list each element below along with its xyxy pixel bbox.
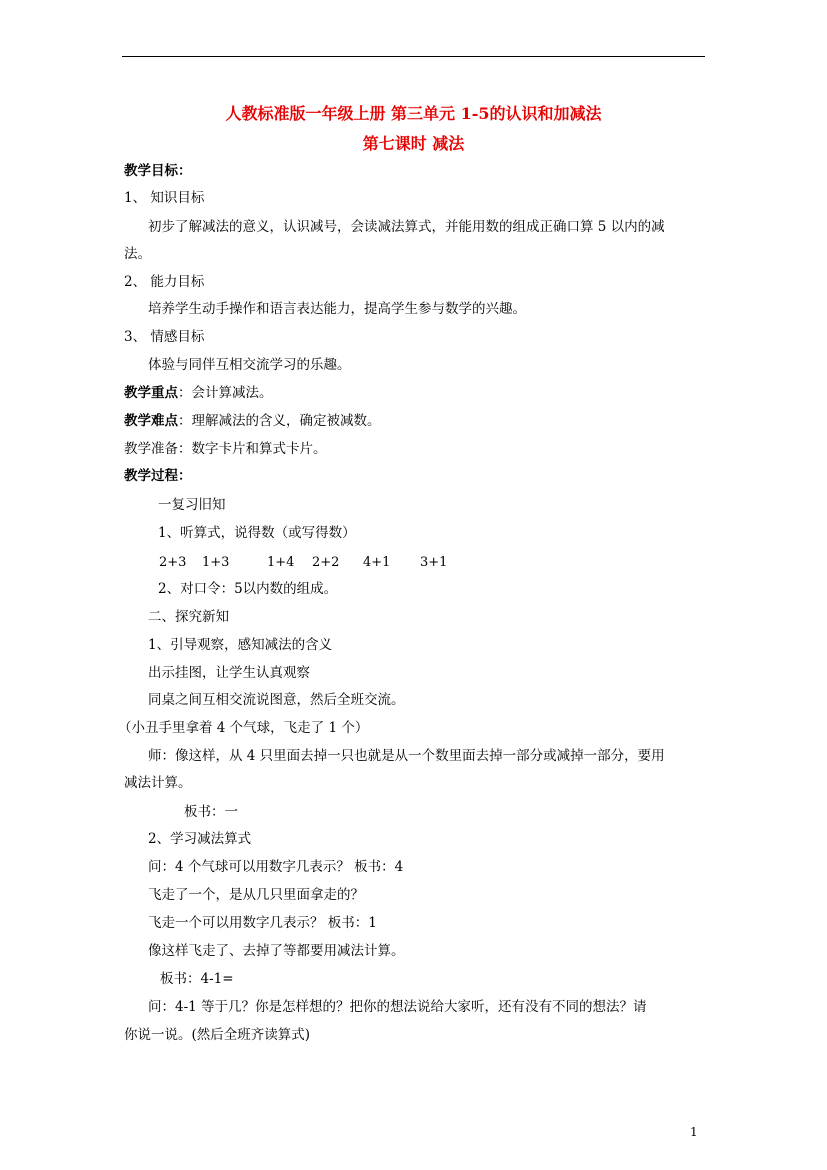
objective-3-title: 3、 情感目标 [124,329,205,345]
question-4: 像这样飞走了、去掉了等都要用减法计算。 [148,943,405,959]
teacher-text: 师：像这样，从 4 只里面去掉一只也就是从一个数里面去掉一部分或减掉一部分，要用 [148,748,665,764]
section-1-title: 一复习旧知 [158,497,226,513]
key-point [124,383,273,403]
key-point-label: 教学重点 [124,385,178,401]
discuss: 同桌之间互相交流说图意，然后全班交流。 [148,692,405,708]
difficulty-text: ：理解减法的含义，确定被减数。 [178,413,381,429]
objective-1-text-cont: 法。 [124,246,151,262]
page-number: 1 [690,1125,698,1139]
board-minus: 板书：一 [184,804,238,820]
expression: 1+3 [202,555,230,570]
question-1: 问：4 个气球可以用数字几表示？ 板书：4 [148,859,404,875]
document-title: 人教标准版一年级上册 第三单元 1-5的认识和加减法 [225,104,602,123]
section-1-item-1: 1、听算式，说得数（或写得数） [158,525,356,541]
objective-2-text: 培养学生动手操作和语言表达能力，提高学生参与数学的兴趣。 [148,301,526,317]
expression: 4+1 [363,555,391,570]
difficulty-label: 教学难点 [124,413,178,429]
question-5: 问：4-1 等于几？你是怎样想的？把你的想法说给大家听，还有没有不同的想法？请 [148,999,647,1015]
objectives-heading: 教学目标： [124,163,192,179]
teacher-text-cont: 减法计算。 [124,775,192,791]
header-rule [122,56,705,57]
objective-1-title: 1、 知识目标 [124,190,205,206]
objective-1-text: 初步了解减法的意义，认识减号，会读减法算式，并能用数的组成正确口算 5 以内的减 [148,219,665,235]
section-2-title: 二、探究新知 [148,609,229,625]
lesson-title: 第七课时 减法 [362,134,465,153]
objective-2-title: 2、 能力目标 [124,274,205,290]
section-1-item-2: 2、对口令：5以内数的组成。 [158,581,338,597]
question-2: 飞走了一个，是从几只里面拿走的？ [148,887,364,903]
expression: 1+4 [267,555,295,570]
objective-3-text: 体验与同伴互相交流学习的乐趣。 [148,357,351,373]
process-heading: 教学过程： [124,468,192,484]
difficulty [124,411,381,431]
expression: 2+2 [312,555,340,570]
clown-note: （小丑手里拿着 4 个气球，飞走了 1 个） [118,720,369,736]
section-2-item-1: 1、引导观察，感知减法的含义 [148,637,333,653]
expression: 2+3 [159,555,187,570]
key-point-text: ：会计算减法。 [178,385,273,401]
question-3: 飞走一个可以用数字几表示？ 板书：1 [148,915,377,931]
preparation: 教学准备：数字卡片和算式卡片。 [124,441,327,457]
board-equation: 板书：4-1= [160,971,234,987]
section-2-item-2: 2、学习减法算式 [148,831,252,847]
question-5-cont: 你说一说。(然后全班齐读算式) [124,1027,311,1043]
show-picture: 出示挂图，让学生认真观察 [148,665,310,681]
expression: 3+1 [420,555,448,570]
